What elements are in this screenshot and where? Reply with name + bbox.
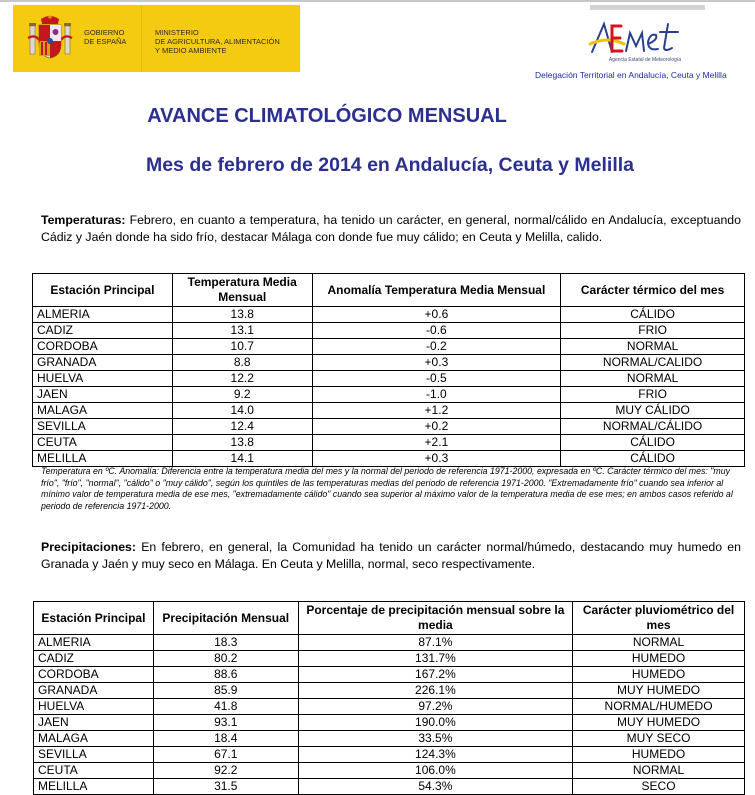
- table-row: [33, 323, 745, 339]
- percent-cell: 97.2%: [298, 699, 572, 715]
- spain-coat-of-arms-icon: [27, 14, 73, 60]
- table-row: [33, 403, 745, 419]
- station-cell: CADIZ: [34, 651, 154, 667]
- temp-cell: 12.4: [172, 419, 312, 435]
- temp-cell: 12.2: [172, 371, 312, 387]
- table-row: [33, 387, 745, 403]
- column-header: Porcentaje de precipitación mensual sobre la media: [298, 602, 572, 635]
- ministry-line-1: MINISTERIO: [155, 28, 199, 37]
- character-cell: NORMAL: [561, 371, 745, 387]
- precip-cell: 18.3: [153, 635, 298, 651]
- column-header: Carácter térmico del mes: [561, 274, 745, 307]
- precipitation-summary: [41, 539, 741, 573]
- character-cell: MUY HUMEDO: [573, 683, 745, 699]
- character-cell: HUMEDO: [573, 667, 745, 683]
- precip-cell: 31.5: [153, 779, 298, 795]
- character-cell: NORMAL/CÁLIDO: [561, 419, 745, 435]
- percent-cell: 226.1%: [298, 683, 572, 699]
- table-row: [34, 635, 745, 651]
- precip-cell: 18.4: [153, 731, 298, 747]
- anomaly-cell: -0.5: [312, 371, 561, 387]
- percent-cell: 131.7%: [298, 651, 572, 667]
- character-cell: NORMAL: [561, 339, 745, 355]
- precip-cell: 85.9: [153, 683, 298, 699]
- table-row: [33, 307, 745, 323]
- aemet-subtitle: Agencia Estatal de Meteorología: [608, 57, 682, 63]
- station-cell: SEVILLA: [33, 419, 173, 435]
- character-cell: SECO: [573, 779, 745, 795]
- page-title: AVANCE CLIMATOLÓGICO MENSUAL: [147, 105, 507, 127]
- column-header: Precipitación Mensual: [153, 602, 298, 635]
- aemet-logo-icon: [588, 18, 698, 60]
- precip-cell: 92.2: [153, 763, 298, 779]
- percent-cell: 106.0%: [298, 763, 572, 779]
- header-gray-bar: [590, 5, 705, 10]
- precip-cell: 67.1: [153, 747, 298, 763]
- station-cell: JAEN: [34, 715, 154, 731]
- temp-cell: 13.8: [172, 435, 312, 451]
- gov-line-1: GOBIERNO: [84, 28, 125, 37]
- anomaly-cell: +2.1: [312, 435, 561, 451]
- temp-cell: 14.0: [172, 403, 312, 419]
- character-cell: HUMEDO: [573, 651, 745, 667]
- table-row: [34, 683, 745, 699]
- station-cell: MELILLA: [34, 779, 154, 795]
- percent-cell: 33.5%: [298, 731, 572, 747]
- table-row: [34, 651, 745, 667]
- character-cell: MUY HUMEDO: [573, 715, 745, 731]
- anomaly-cell: +0.3: [312, 451, 561, 467]
- ministry-line-2: DE AGRICULTURA, ALIMENTACIÓN: [155, 37, 280, 46]
- column-header: Carácter pluviométrico del mes: [573, 602, 745, 635]
- column-header: Estación Principal: [34, 602, 154, 635]
- precip-cell: 93.1: [153, 715, 298, 731]
- table-row: [34, 747, 745, 763]
- station-cell: ALMERIA: [33, 307, 173, 323]
- table-row: [33, 339, 745, 355]
- station-cell: GRANADA: [34, 683, 154, 699]
- character-cell: NORMAL/HUMEDO: [573, 699, 745, 715]
- delegation-label: Delegación Territorial en Andalucía, Ceuta y Melilla: [535, 70, 727, 80]
- station-cell: ALMERIA: [34, 635, 154, 651]
- table-row: [33, 435, 745, 451]
- ministry-line-3: Y MEDIO AMBIENTE: [155, 46, 227, 55]
- banner-divider: [141, 5, 142, 72]
- temperature-summary: [41, 212, 741, 246]
- temp-cell: 14.1: [172, 451, 312, 467]
- precipitation-label: Precipitaciones:: [41, 540, 136, 554]
- column-header: Estación Principal: [33, 274, 173, 307]
- temp-cell: 8.8: [172, 355, 312, 371]
- table-row: [33, 451, 745, 467]
- precip-cell: 41.8: [153, 699, 298, 715]
- temperature-text: Febrero, en cuanto a temperatura, ha tenido un carácter, en general, normal/cálido en Andalucía, exceptuando Cádiz y Jaén donde ha sido frío, destacar Málaga con donde fue muy cálido; en Ceuta y Melilla, calido.: [41, 213, 741, 244]
- temp-cell: 10.7: [172, 339, 312, 355]
- station-cell: GRANADA: [33, 355, 173, 371]
- page-subtitle: Mes de febrero de 2014 en Andalucía, Ceuta y Melilla: [145, 154, 635, 176]
- table-row: [34, 779, 745, 795]
- anomaly-cell: +0.2: [312, 419, 561, 435]
- column-header: Anomalía Temperatura Media Mensual: [312, 274, 561, 307]
- percent-cell: 190.0%: [298, 715, 572, 731]
- gov-line-2: DE ESPAÑA: [84, 37, 127, 46]
- station-cell: MELILLA: [33, 451, 173, 467]
- percent-cell: 167.2%: [298, 667, 572, 683]
- character-cell: CÁLIDO: [561, 451, 745, 467]
- table-header-row: [34, 602, 745, 635]
- table-row: [33, 419, 745, 435]
- character-cell: CÁLIDO: [561, 435, 745, 451]
- table-row: [34, 667, 745, 683]
- temperature-table: [32, 273, 745, 467]
- precipitation-text: En febrero, en general, la Comunidad ha tenido un carácter normal/húmedo, destacando muy humedo en Granada y Jaén y muy seco en Málaga. En Ceuta y Melilla, normal, seco respectivamente.: [41, 540, 741, 571]
- precipitation-table: [33, 601, 745, 795]
- table-row: [34, 731, 745, 747]
- station-cell: CEUTA: [34, 763, 154, 779]
- character-cell: MUY CÁLIDO: [561, 403, 745, 419]
- station-cell: MALAGA: [34, 731, 154, 747]
- table-header-row: [33, 274, 745, 307]
- temperature-label: Temperaturas:: [41, 213, 126, 227]
- character-cell: NORMAL: [573, 763, 745, 779]
- character-cell: NORMAL/CALIDO: [561, 355, 745, 371]
- percent-cell: 124.3%: [298, 747, 572, 763]
- table-row: [33, 371, 745, 387]
- ministry-label: [155, 28, 280, 55]
- table-row: [34, 715, 745, 731]
- station-cell: HUELVA: [34, 699, 154, 715]
- page-top-border: [0, 0, 755, 2]
- percent-cell: 54.3%: [298, 779, 572, 795]
- station-cell: CEUTA: [33, 435, 173, 451]
- station-cell: SEVILLA: [34, 747, 154, 763]
- precip-cell: 80.2: [153, 651, 298, 667]
- percent-cell: 87.1%: [298, 635, 572, 651]
- anomaly-cell: -0.2: [312, 339, 561, 355]
- station-cell: JAEN: [33, 387, 173, 403]
- government-label: [84, 28, 126, 46]
- temperature-footnote: Temperatura en ºC. Anomalía: Diferencia entre la temperatura media del mes y la normal del periodo de referencia 1971-2000, expresada en ºC. Carácter térmico del mes: "muy frío", "frío", "normal", "cálido" o "muy cálido", según los quintiles de las temperaturas medias del periodo de referencia 1971-2000. "Extremadamente frío" cuando sea inferior al mínimo valor de temperatura media de ese mes, "extremadamente cálido" cuando sea superior al máximo valor de la temperatura media de ese mes; en ambos casos referido al periodo de referencia 1971-2000.: [41, 466, 733, 511]
- character-cell: NORMAL: [573, 635, 745, 651]
- column-header: Temperatura Media Mensual: [172, 274, 312, 307]
- anomaly-cell: +0.3: [312, 355, 561, 371]
- character-cell: MUY SECO: [573, 731, 745, 747]
- temp-cell: 13.1: [172, 323, 312, 339]
- character-cell: HUMEDO: [573, 747, 745, 763]
- station-cell: CORDOBA: [33, 339, 173, 355]
- character-cell: FRIO: [561, 323, 745, 339]
- temp-cell: 13.8: [172, 307, 312, 323]
- anomaly-cell: +1.2: [312, 403, 561, 419]
- anomaly-cell: -0.6: [312, 323, 561, 339]
- table-row: [34, 763, 745, 779]
- station-cell: CORDOBA: [34, 667, 154, 683]
- table-row: [34, 699, 745, 715]
- station-cell: CADIZ: [33, 323, 173, 339]
- station-cell: HUELVA: [33, 371, 173, 387]
- precip-cell: 88.6: [153, 667, 298, 683]
- character-cell: CÁLIDO: [561, 307, 745, 323]
- anomaly-cell: +0.6: [312, 307, 561, 323]
- table-row: [33, 355, 745, 371]
- temp-cell: 9.2: [172, 387, 312, 403]
- station-cell: MALAGA: [33, 403, 173, 419]
- anomaly-cell: -1.0: [312, 387, 561, 403]
- character-cell: FRIO: [561, 387, 745, 403]
